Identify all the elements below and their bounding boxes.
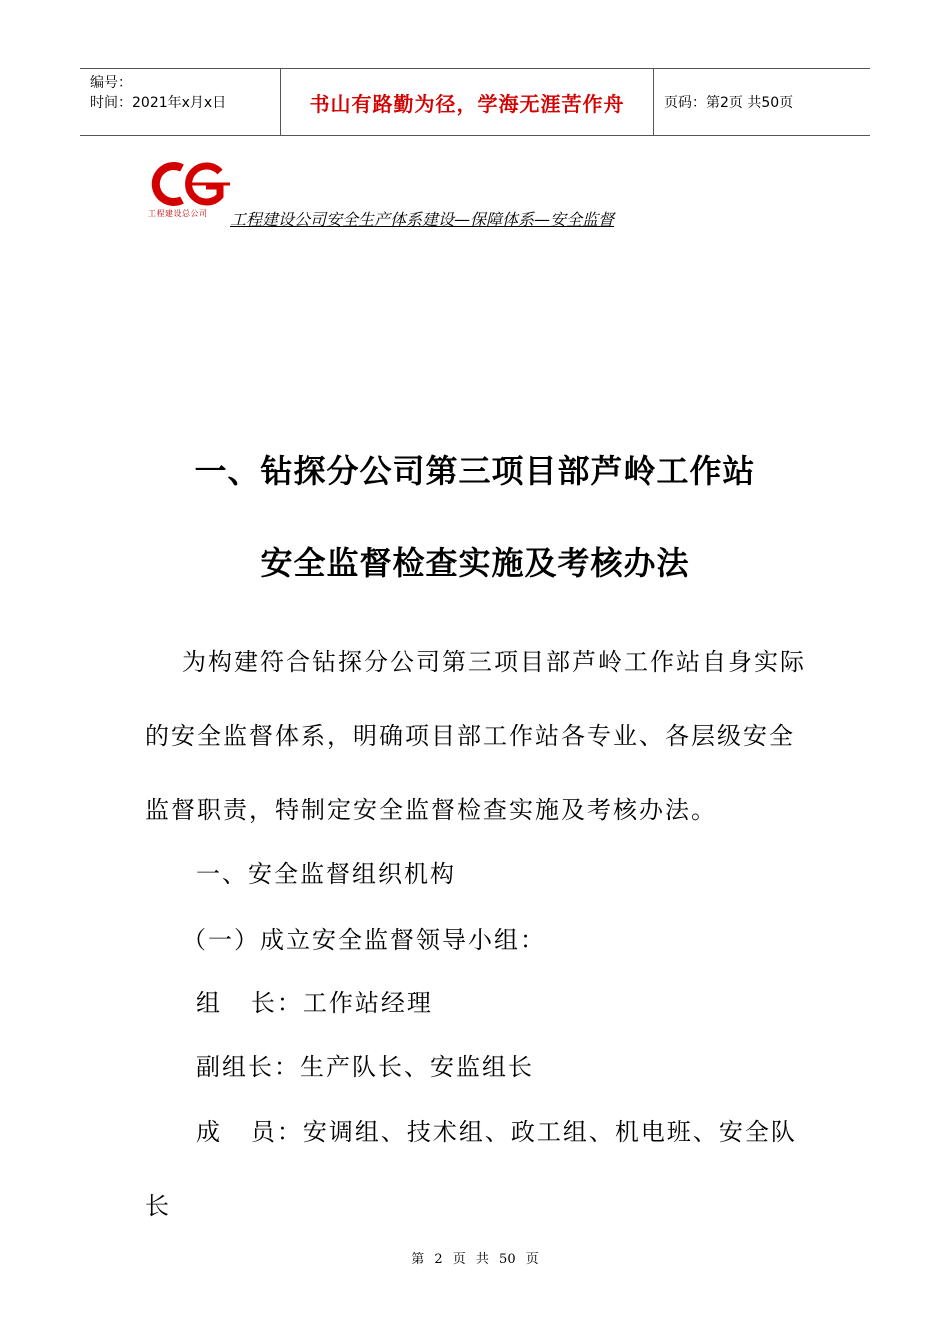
intro-paragraph-line1: 为构建符合钻探分公司第三项目部芦岭工作站自身实际 — [182, 648, 806, 676]
cg-logo-icon — [148, 160, 232, 208]
system-banner: 工程建设公司安全生产体系建设—保障体系—安全监督 — [230, 210, 615, 229]
document-title-line2: 安全监督检查实施及考核办法 — [260, 544, 690, 582]
logo-caption: 工程建设总公司 — [148, 209, 208, 218]
document-title-line1: 一、钻探分公司第三项目部芦岭工作站 — [194, 452, 756, 490]
document-time-label: 时间：2021年x月x日 — [90, 95, 227, 111]
page-header — [80, 68, 870, 136]
deputy-line: 副组长：生产队长、安监组长 — [196, 1053, 534, 1081]
page-footer: 第 2 页 共 50 页 — [411, 1252, 539, 1267]
intro-paragraph-line3: 监督职责，特制定安全监督检查实施及考核办法。 — [145, 796, 717, 824]
subsection-heading-1: （一）成立安全监督领导小组： — [182, 926, 546, 954]
leader-line: 组 长：工作站经理 — [196, 989, 433, 1017]
header-motto: 书山有路勤为径，学海无涯苦作舟 — [281, 69, 654, 135]
header-meta — [80, 69, 281, 135]
intro-paragraph-line2: 的安全监督体系，明确项目部工作站各专业、各层级安全 — [145, 722, 795, 750]
company-logo — [148, 160, 238, 222]
section-heading-1: 一、安全监督组织机构 — [196, 860, 456, 888]
document-number-label: 编号： — [90, 75, 132, 91]
members-line1: 成 员：安调组、技术组、政工组、机电班、安全队 — [196, 1118, 797, 1146]
header-page-info: 页码：第2页 共50页 — [664, 95, 794, 111]
members-line2: 长 — [145, 1192, 171, 1220]
